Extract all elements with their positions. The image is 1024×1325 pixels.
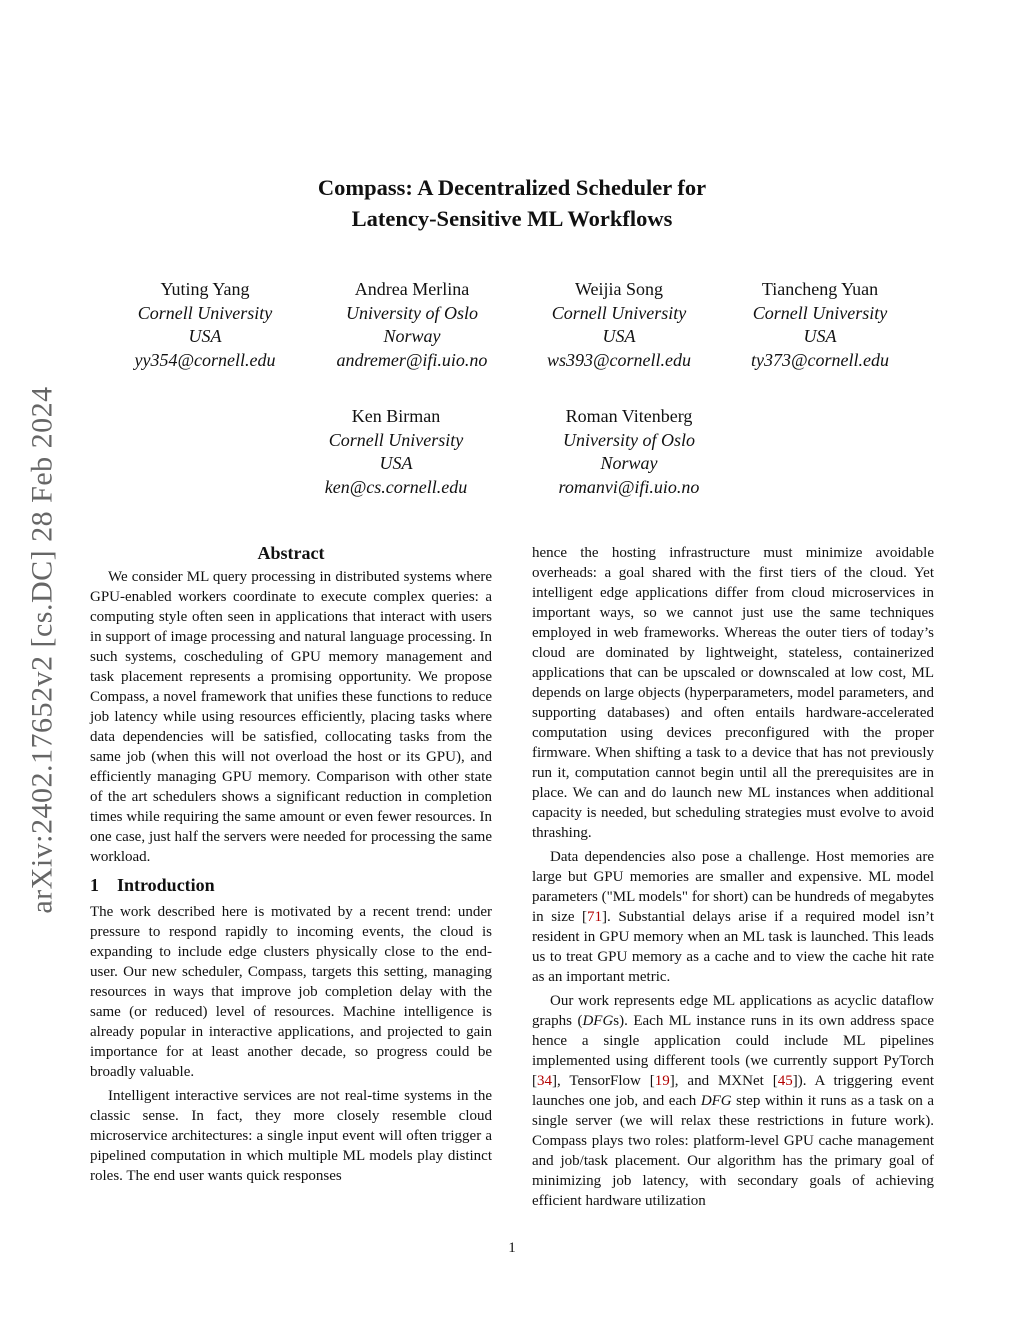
author-name: Tiancheng Yuan bbox=[761, 279, 879, 299]
author-email: andremer@ifi.uio.no bbox=[336, 349, 488, 370]
author-name: Weijia Song bbox=[574, 279, 664, 299]
citation-link[interactable]: 34 bbox=[537, 1073, 552, 1089]
right-column bbox=[532, 543, 934, 1211]
author-email: romanvi@ifi.uio.no bbox=[558, 476, 700, 497]
section-title: Introduction bbox=[117, 875, 215, 895]
author-country: Norway bbox=[600, 453, 658, 473]
citation-link[interactable]: 71 bbox=[587, 909, 603, 925]
text-run: ], and MXNet [ bbox=[669, 1073, 778, 1089]
author-block bbox=[529, 405, 729, 499]
intro-paragraph-2: Intelligent interactive services are not real-time systems in the classic sense. In fact, they more closely resemble cloud microservice architectures: a single input event will often trigger a pipelined computation in which multiple ML models play distinct roles. The end user wants quick responses bbox=[90, 1088, 492, 1184]
title-line-2: Latency-Sensitive ML Workflows bbox=[351, 206, 673, 231]
abstract-text: We consider ML query processing in distributed systems where GPU-enabled workers coordinate to execute complex queries: a computing style often seen in applications that interact with users in support of image processing and natural language processing. In such systems, coscheduling of GPU memory management and task placement represents a promising opportunity. We propose Compass, a novel framework that unifies these functions to reduce job latency while using resources efficiently, placing tasks where data dependencies will be satisfied, collocating tasks from the same job (when this will not overload the host or its GPU), and efficiently managing GPU memory. Comparison with other state of the art schedulers shows a significant reduction in completion times while requiring the same amount or even fewer resources. In one case, just half the servers were needed for processing the same workload. bbox=[90, 569, 492, 865]
author-block bbox=[296, 405, 496, 499]
author-affiliation: University of Oslo bbox=[346, 302, 478, 323]
author-affiliation: University of Oslo bbox=[563, 429, 695, 450]
text-run: step within it runs as a task on a single server (we will relax these restrictions in future work). Compass plays two roles: platform-level GPU cache management and job/task placement. Our algorithm has the primary goal of minimizing job latency, with secondary goals of achieving efficient hardware utilization bbox=[532, 1093, 934, 1209]
author-affiliation: Cornell University bbox=[328, 429, 464, 450]
text-run: s). Each ML instance runs in its own address space hence a single application could include ML pipelines implemented using different tools (we currently support PyTorch [ bbox=[532, 1013, 934, 1089]
author-email: ws393@cornell.edu bbox=[546, 349, 692, 370]
author-affiliation: Cornell University bbox=[137, 302, 273, 323]
citation-link[interactable]: 19 bbox=[654, 1073, 670, 1089]
right-paragraph-3 bbox=[532, 991, 934, 1211]
author-country: USA bbox=[379, 453, 413, 473]
author-block bbox=[105, 278, 305, 372]
author-email: ken@cs.cornell.edu bbox=[324, 476, 468, 497]
author-country: USA bbox=[188, 326, 222, 346]
text-run: ]). A triggering event launches one job, and each bbox=[532, 1073, 934, 1109]
author-name: Yuting Yang bbox=[160, 279, 250, 299]
intro-paragraph-1: The work described here is motivated by a recent trend: under pressure to respond rapidly to incoming events, the cloud is expanding to include edge clusters physically close to the end-user. Our new scheduler, Compass, targets this setting, managing resources in ways that improve job completion delay with the same (or reduced) level of resources. Machine intelligence is already popular in interactive applications, and projected to gain importance for at least another decade, so progress could be broadly valuable. bbox=[90, 904, 492, 1080]
section-number: 1 bbox=[90, 875, 99, 895]
author-country: USA bbox=[803, 326, 837, 346]
abstract-heading: Abstract bbox=[257, 543, 325, 563]
emphasis: DFG bbox=[582, 1013, 614, 1029]
text-run: ]. Substantial delays arise if a required model isn’t resident in GPU memory when an ML task is launched. This leads us to treat GPU memory as a cache and to view the cache hit rate as an important metric. bbox=[532, 909, 935, 985]
author-block bbox=[312, 278, 512, 372]
arxiv-identifier-text: arXiv:2402.17652v2 [cs.DC] 28 Feb 2024 bbox=[26, 386, 60, 914]
emphasis: DFG bbox=[700, 1093, 732, 1109]
left-column bbox=[90, 541, 492, 1186]
text-run: ], TensorFlow [ bbox=[552, 1073, 655, 1089]
author-block bbox=[519, 278, 719, 372]
author-block bbox=[720, 278, 920, 372]
section-heading bbox=[90, 873, 492, 897]
author-name: Ken Birman bbox=[351, 406, 441, 426]
arxiv-identifier bbox=[20, 360, 66, 940]
author-affiliation: Cornell University bbox=[752, 302, 888, 323]
right-paragraph-1: hence the hosting infrastructure must minimize avoidable overheads: a goal shared with the first tiers of the cloud. Yet intelligent edge applications differ from cloud microservices in important ways, so we cannot just use the same techniques employed in web frameworks. Whereas the outer tiers of today’s cloud are dominated by lightweight, stateless, containerized applications that can be upscaled or downscaled at low cost, ML depends on large objects (hyperparameters, model parameters, and supporting databases) and often entails hardware-accelerated computation using devices preconfigured with the proper firmware. When shifting a task to a device that has not previously run it, computation cannot begin until all the prerequisites are in place. We can and do launch new ML instances when additional capacity is needed, but scheduling strategies must evolve to avoid thrashing. bbox=[532, 545, 934, 841]
author-country: USA bbox=[602, 326, 636, 346]
text-run: Data dependencies also pose a challenge. Host memories are large but GPU memories are smaller and expensive. ML model parameters ("ML models" for short) can be hundreds of megabytes in size [ bbox=[532, 849, 934, 925]
page-number: 1 bbox=[508, 1240, 516, 1256]
title-line-1: Compass: A Decentralized Scheduler for bbox=[317, 175, 707, 200]
author-email: yy354@cornell.edu bbox=[134, 349, 276, 370]
citation-link[interactable]: 45 bbox=[777, 1073, 793, 1089]
author-name: Roman Vitenberg bbox=[565, 406, 693, 426]
author-email: ty373@cornell.edu bbox=[750, 349, 890, 370]
author-country: Norway bbox=[383, 326, 441, 346]
paper-title bbox=[200, 172, 824, 234]
text-run: Our work represents edge ML applications as acyclic dataflow graphs ( bbox=[532, 993, 934, 1029]
right-paragraph-2 bbox=[532, 847, 934, 987]
author-name: Andrea Merlina bbox=[354, 279, 470, 299]
author-affiliation: Cornell University bbox=[551, 302, 687, 323]
